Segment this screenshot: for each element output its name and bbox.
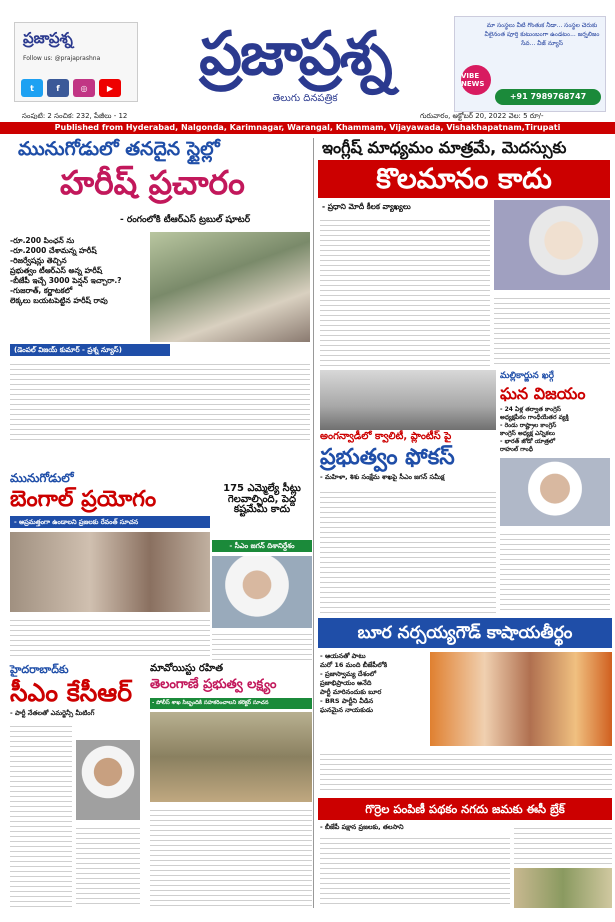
story6-headline: 175 ఎమ్మెల్యే సీట్లు గెలవాల్సింది, పెద్ద కష్టమేమీ కాదు	[223, 483, 301, 515]
story5-deck: - అప్రమత్తంగా ఉండాలని ప్రజలకు రేవంత్ సూచన	[10, 516, 210, 528]
story10-body	[320, 834, 510, 908]
story8-deck: - పార్టీ నేతలతో ఎమర్జెన్సీ మీటింగ్	[10, 709, 95, 717]
story7-bullets	[320, 652, 428, 715]
masthead	[0, 0, 615, 112]
story2-kicker: ఇంగ్లీష్ మాధ్యమం మాత్రమే, మెదస్సుకు	[322, 138, 567, 157]
story7-bullet: - BRS పార్టీని వీడిన	[320, 697, 374, 705]
social-icons	[21, 79, 133, 97]
story4-deck: - మహిళా, శిశు సంక్షేమ శాఖపై సీఎం జగన్ సమీక్ష	[320, 473, 445, 481]
twitter-icon[interactable]: t	[21, 79, 43, 97]
story2-body	[320, 216, 490, 366]
story2-photo	[494, 200, 610, 290]
story9-photo	[150, 712, 312, 802]
facebook-icon[interactable]: f	[47, 79, 69, 97]
story5-headline: బెంగాల్ ప్రయోగం	[10, 487, 157, 512]
story9-headline: తెలంగాణే ప్రభుత్వ లక్ష్యం	[150, 677, 277, 692]
ad-logo: VIBE NEWS	[461, 65, 491, 95]
story10-photo	[514, 868, 612, 908]
story3-bullet: - 24 ఏళ్ల తర్వాత కాంగ్రెస్	[500, 406, 561, 413]
issue-info: సంపుటి: 2 సంచిక: 232, పేజీలు - 12	[22, 112, 128, 120]
story7-bullet: పార్టీ మారినందుకు బూర	[320, 688, 382, 696]
story1-byline: (డెంపల్ విజయ్ కుమార్ - ప్రశ్న న్యూస్)	[10, 344, 170, 356]
newspaper-brand: ప్రజాప్రశ్న	[199, 19, 391, 89]
story7-bullet: - ఆయనతో పాటు	[320, 652, 366, 660]
story1-bullet: -గుజరాత్, కర్ణాటకలో	[10, 286, 73, 295]
published-bar: Published from Hyderabad, Nalgonda, Karimnagar, Warangal, Khammam, Vijayawada, Vishakhapatnam,Tirupati	[0, 122, 615, 134]
story4-headline: ప్రభుత్వం ఫోకస్	[320, 445, 455, 470]
ad-phone: +91 7989768747	[495, 89, 601, 105]
story4-body	[320, 488, 496, 616]
story8-kicker: హైదరాబాద్‌కు	[10, 663, 69, 676]
instagram-icon[interactable]: ◎	[73, 79, 95, 97]
issue-bar	[0, 112, 615, 122]
story8-photo	[76, 740, 140, 820]
story7-bullet: ప్రజాభిప్రాయం అనేది	[320, 679, 372, 687]
story7-bullet: మరో 16 మంది బీజేపీలోకి	[320, 661, 388, 669]
logo-subtext: Follow us: @prajaprashna	[23, 55, 101, 62]
story1-bullet: లెక్కలు బయటపెట్టిన హరీష్ రావు	[10, 296, 108, 305]
story3-bullet: - రెండు రాష్ట్రాల కాంగ్రెస్	[500, 422, 557, 429]
tagline: తెలుగు దినపత్రిక	[272, 93, 338, 104]
issue-date: గురువారం, అక్టోబర్ 20, 2022 వెల: 5 రూ/-	[420, 112, 544, 120]
youtube-icon[interactable]: ▶	[99, 79, 121, 97]
column-divider	[313, 138, 314, 908]
story1-bullet: -రిజర్వేషన్లు తెచ్చిన	[10, 256, 67, 265]
story3-bullet: అధ్యక్షపీఠం గాంధీయేతర వ్యక్తి	[500, 414, 569, 421]
story2-headline: కొలమానం కాదు	[318, 160, 610, 198]
story7-bullet: ఘనమైన నాయకుడు	[320, 706, 373, 714]
story10-deck: - బీజేపీ పక్షాన ప్రజలకు, తలసాని	[320, 823, 404, 831]
story7-body	[320, 750, 612, 794]
story7-bullet: - ప్రజాస్వామ్య దేశంలో	[320, 670, 377, 678]
story6-body	[212, 630, 312, 660]
story3-bullet: రాహుల్ గాంధీ	[500, 446, 533, 453]
story1-bullet: ప్రభుత్వం టీఆర్ఎస్ అన్న హరీష్	[10, 266, 103, 275]
ad-text: మా సంస్థలు వీటి గొంతుక నీడా... సంస్థల చెరుకు వీలైనంత పూర్తి కుటుంబంగా ఉండటం... జర్నలిజం సేవ... వీజ్ న్యూస్	[484, 22, 600, 47]
story1-headline: హరీష్ ప్రచారం	[60, 163, 245, 202]
story3-kicker: మల్లికార్జున ఖర్గే	[500, 371, 554, 381]
story3-photo	[500, 458, 610, 526]
story1-body	[10, 360, 310, 442]
story5-body	[10, 616, 210, 656]
story3-body	[500, 530, 610, 610]
story3-headline: ఘన విజయం	[500, 384, 586, 403]
story10-body-2	[514, 824, 612, 864]
story4-kicker: అంగన్వాడీలో క్వాలిటీ, ప్లాంటీస్ పై	[320, 431, 452, 442]
logo-title: ప్రజాప్రశ్న	[23, 29, 73, 47]
story2-deck: - ప్రధాని మోదీ కీలక వ్యాఖ్యలు	[322, 202, 411, 211]
story9-body	[150, 806, 312, 908]
story6-photo	[212, 556, 312, 628]
story1-bullet: -రూ.2000 చేశామన్న హరీష్	[10, 246, 97, 255]
story1-bullet: -బీజేపీ ఇచ్చే 3000 పెన్షన్ ఇచ్చారా.?	[10, 276, 122, 285]
story8-body	[10, 722, 72, 908]
story8-headline: సీఎం కేసీఆర్	[10, 678, 133, 707]
story9-deck: - పోలీస్ శాఖ సిబ్బందికి సహకరించాలని కలెక్టర్ సూచన	[150, 698, 312, 709]
story5-photo	[10, 532, 210, 612]
logo-box	[14, 22, 138, 102]
story9-kicker: మావోయిస్టు రహిత	[150, 663, 223, 674]
story5-kicker: మునుగోడులో	[10, 471, 74, 485]
story8-body-2	[76, 824, 140, 908]
story1-bullet: -రూ.200 పింఛన్ ను	[10, 236, 75, 245]
story7-photo	[430, 652, 612, 746]
story1-kicker: మునుగోడులో తనదైన స్టైల్లో	[18, 138, 220, 160]
story6-deck: - సీఎం జగన్ దిశానిర్దేశం	[212, 540, 312, 552]
story7-headline: బూర నర్సయ్యగౌడ్ కాషాయతీర్థం	[318, 618, 612, 648]
story3-bullets	[500, 406, 612, 454]
story10-headline: గొర్రెల పంపిణీ పథకం నగదు జమకు ఈసీ బ్రేక్	[318, 798, 612, 820]
story3-bullet: - భారత్ జోడో యాత్రలో	[500, 438, 556, 445]
story1-photo	[150, 232, 310, 342]
story4-photo	[320, 370, 496, 430]
story1-deck: - రంగంలోకి టీఆర్ఎస్ ట్రబుల్ షూటర్	[120, 215, 251, 225]
story2-body-2	[494, 294, 610, 366]
vibe-news-ad[interactable]	[454, 16, 606, 112]
story1-bullets	[10, 236, 148, 306]
story3-bullet: కాంగ్రెస్ అధ్యక్ష ఎన్నికలు	[500, 430, 555, 437]
